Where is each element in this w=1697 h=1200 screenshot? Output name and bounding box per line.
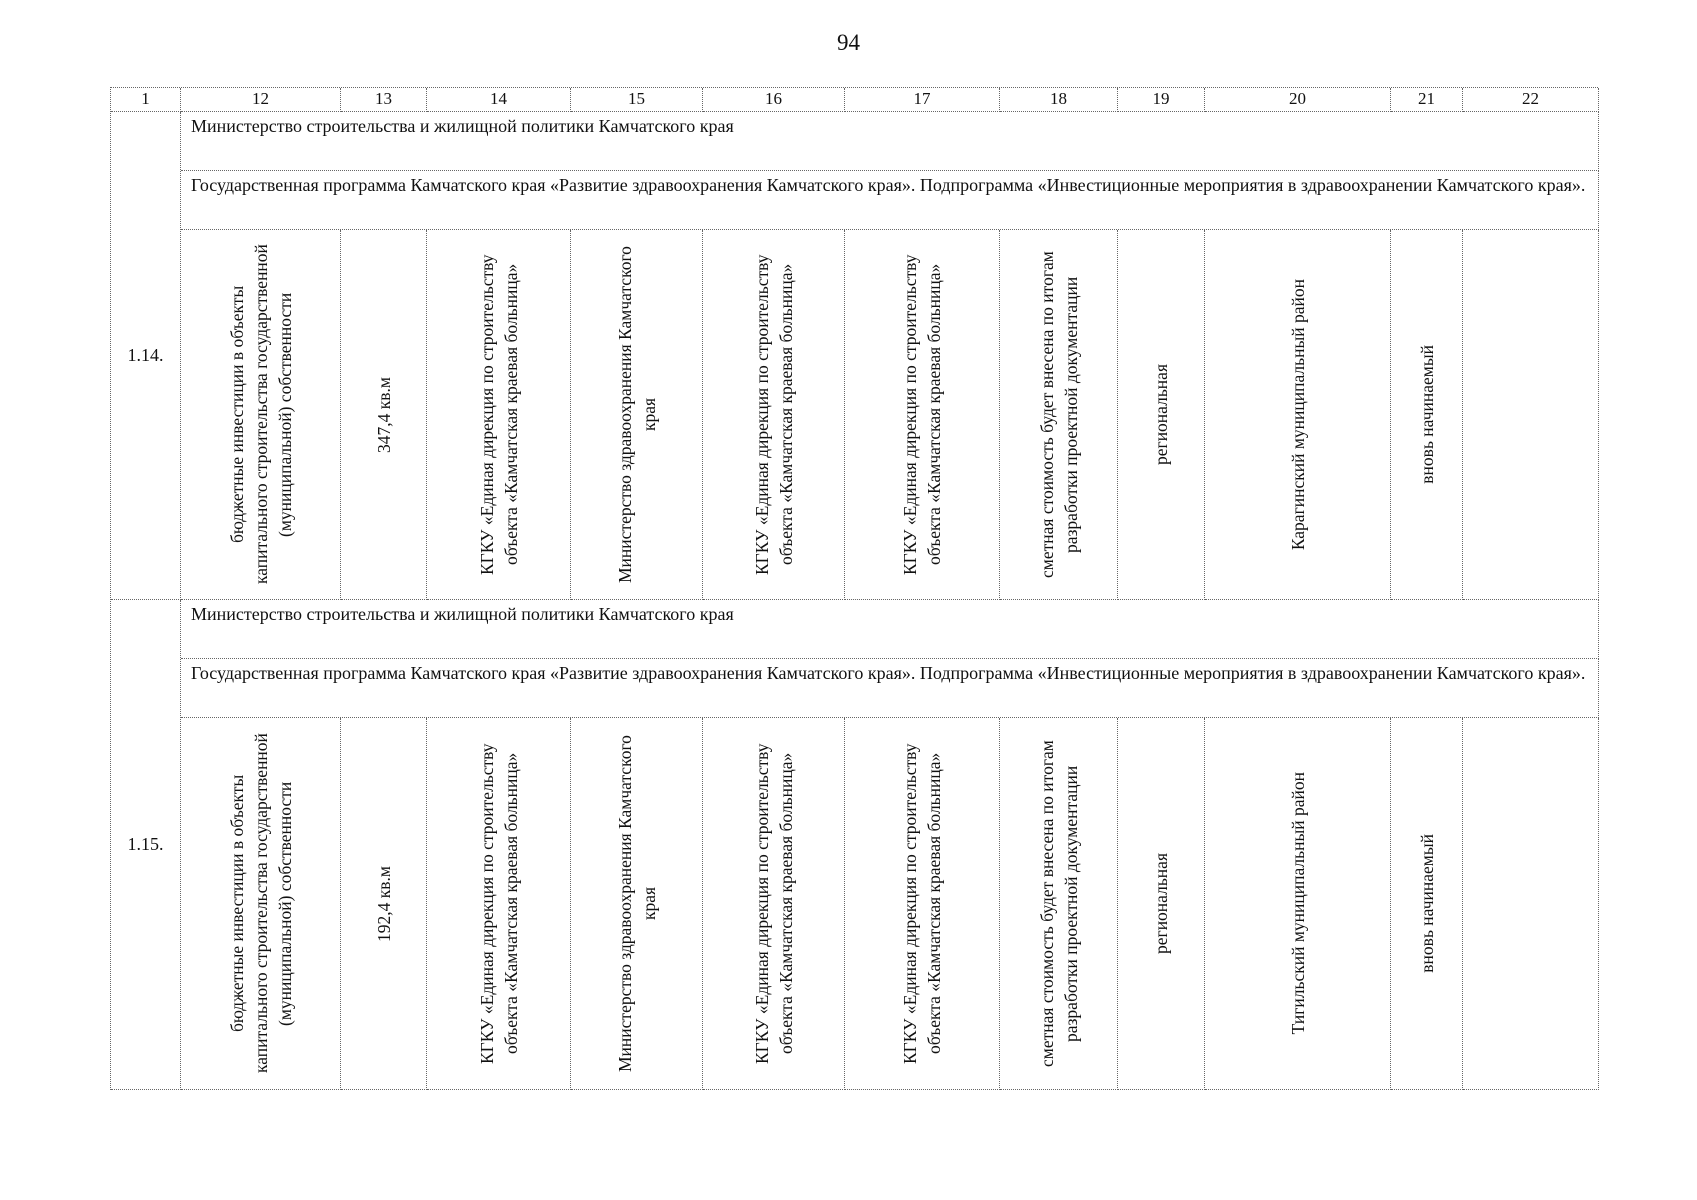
cell-investment-type (181, 230, 341, 600)
ministry-name: Министерство строительства и жилищной политики Камчатского края (181, 112, 1599, 171)
cell-status (1391, 230, 1463, 600)
header-col-17: 17 (845, 88, 1000, 112)
page-number: 94 (837, 30, 860, 55)
cell-ownership (1118, 230, 1205, 600)
header-col-18: 18 (1000, 88, 1118, 112)
cell-investment-type (181, 718, 341, 1090)
cell-builder (845, 718, 1000, 1090)
cell-administrator (571, 230, 703, 600)
cell-location (1205, 718, 1391, 1090)
administrator-text: Министерство здравоохранения Камчатского края (614, 246, 659, 583)
capacity-text: 347,4 кв.м (373, 376, 394, 453)
investment-type-text: бюджетные инвестиции в объекты капитального строительства государственной (муниципальной) собственности (226, 733, 295, 1074)
header-col-19: 19 (1118, 88, 1205, 112)
cell-ownership (1118, 718, 1205, 1090)
program-name: Государственная программа Камчатского края «Развитие здравоохранения Камчатского края». Подпрограмма «Инвестиционные мероприятия в здравоохранении Камчатского края». (181, 659, 1599, 718)
investment-type-text: бюджетные инвестиции в объекты капитального строительства государственной (муниципальной) собственности (226, 244, 295, 585)
customer-text: КГКУ «Единая дирекция по строительству объекта «Камчатская краевая больница» (476, 743, 521, 1064)
cell-status (1391, 718, 1463, 1090)
cell-developer (703, 718, 845, 1090)
cell-administrator (571, 718, 703, 1090)
header-col-15: 15 (571, 88, 703, 112)
header-col-21: 21 (1391, 88, 1463, 112)
developer-text: КГКУ «Единая дирекция по строительству объекта «Камчатская краевая больница» (751, 254, 796, 575)
status-text: вновь начинаемый (1416, 345, 1437, 484)
header-col-13: 13 (341, 88, 427, 112)
cell-location (1205, 230, 1391, 600)
estimate-text: сметная стоимость будет внесена по итогам разработки проектной документации (1036, 740, 1081, 1067)
data-table (110, 87, 1598, 1090)
cell-estimate (1000, 230, 1118, 600)
ministry-name: Министерство строительства и жилищной политики Камчатского края (181, 600, 1599, 659)
cell-estimate (1000, 718, 1118, 1090)
cell-customer (427, 718, 571, 1090)
header-col-12: 12 (181, 88, 341, 112)
header-col-16: 16 (703, 88, 845, 112)
row-number: 1.14. (111, 112, 181, 600)
cell-capacity (341, 230, 427, 600)
builder-text: КГКУ «Единая дирекция по строительству объекта «Камчатская краевая больница» (900, 254, 944, 575)
builder-text: КГКУ «Единая дирекция по строительству объекта «Камчатская краевая больница» (900, 743, 944, 1064)
status-text: вновь начинаемый (1416, 834, 1437, 973)
program-name: Государственная программа Камчатского края «Развитие здравоохранения Камчатского края». Подпрограмма «Инвестиционные мероприятия в здравоохранении Камчатского края». (181, 171, 1599, 230)
capacity-text: 192,4 кв.м (373, 865, 394, 942)
header-col-22: 22 (1463, 88, 1599, 112)
cell-builder (845, 230, 1000, 600)
header-col-20: 20 (1205, 88, 1391, 112)
row-number: 1.15. (111, 600, 181, 1090)
developer-text: КГКУ «Единая дирекция по строительству объекта «Камчатская краевая больница» (751, 743, 796, 1064)
cell-developer (703, 230, 845, 600)
ownership-text: региональная (1151, 364, 1171, 465)
header-col-1: 1 (111, 88, 181, 112)
cell-col22 (1463, 230, 1599, 600)
customer-text: КГКУ «Единая дирекция по строительству объекта «Камчатская краевая больница» (476, 254, 521, 575)
cell-capacity (341, 718, 427, 1090)
cell-col22 (1463, 718, 1599, 1090)
header-col-14: 14 (427, 88, 571, 112)
estimate-text: сметная стоимость будет внесена по итогам разработки проектной документации (1036, 251, 1081, 578)
location-text: Карагинский муниципальный район (1287, 278, 1308, 551)
administrator-text: Министерство здравоохранения Камчатского края (614, 735, 659, 1072)
cell-customer (427, 230, 571, 600)
ownership-text: региональная (1151, 853, 1171, 954)
location-text: Тигильский муниципальный район (1287, 772, 1308, 1035)
